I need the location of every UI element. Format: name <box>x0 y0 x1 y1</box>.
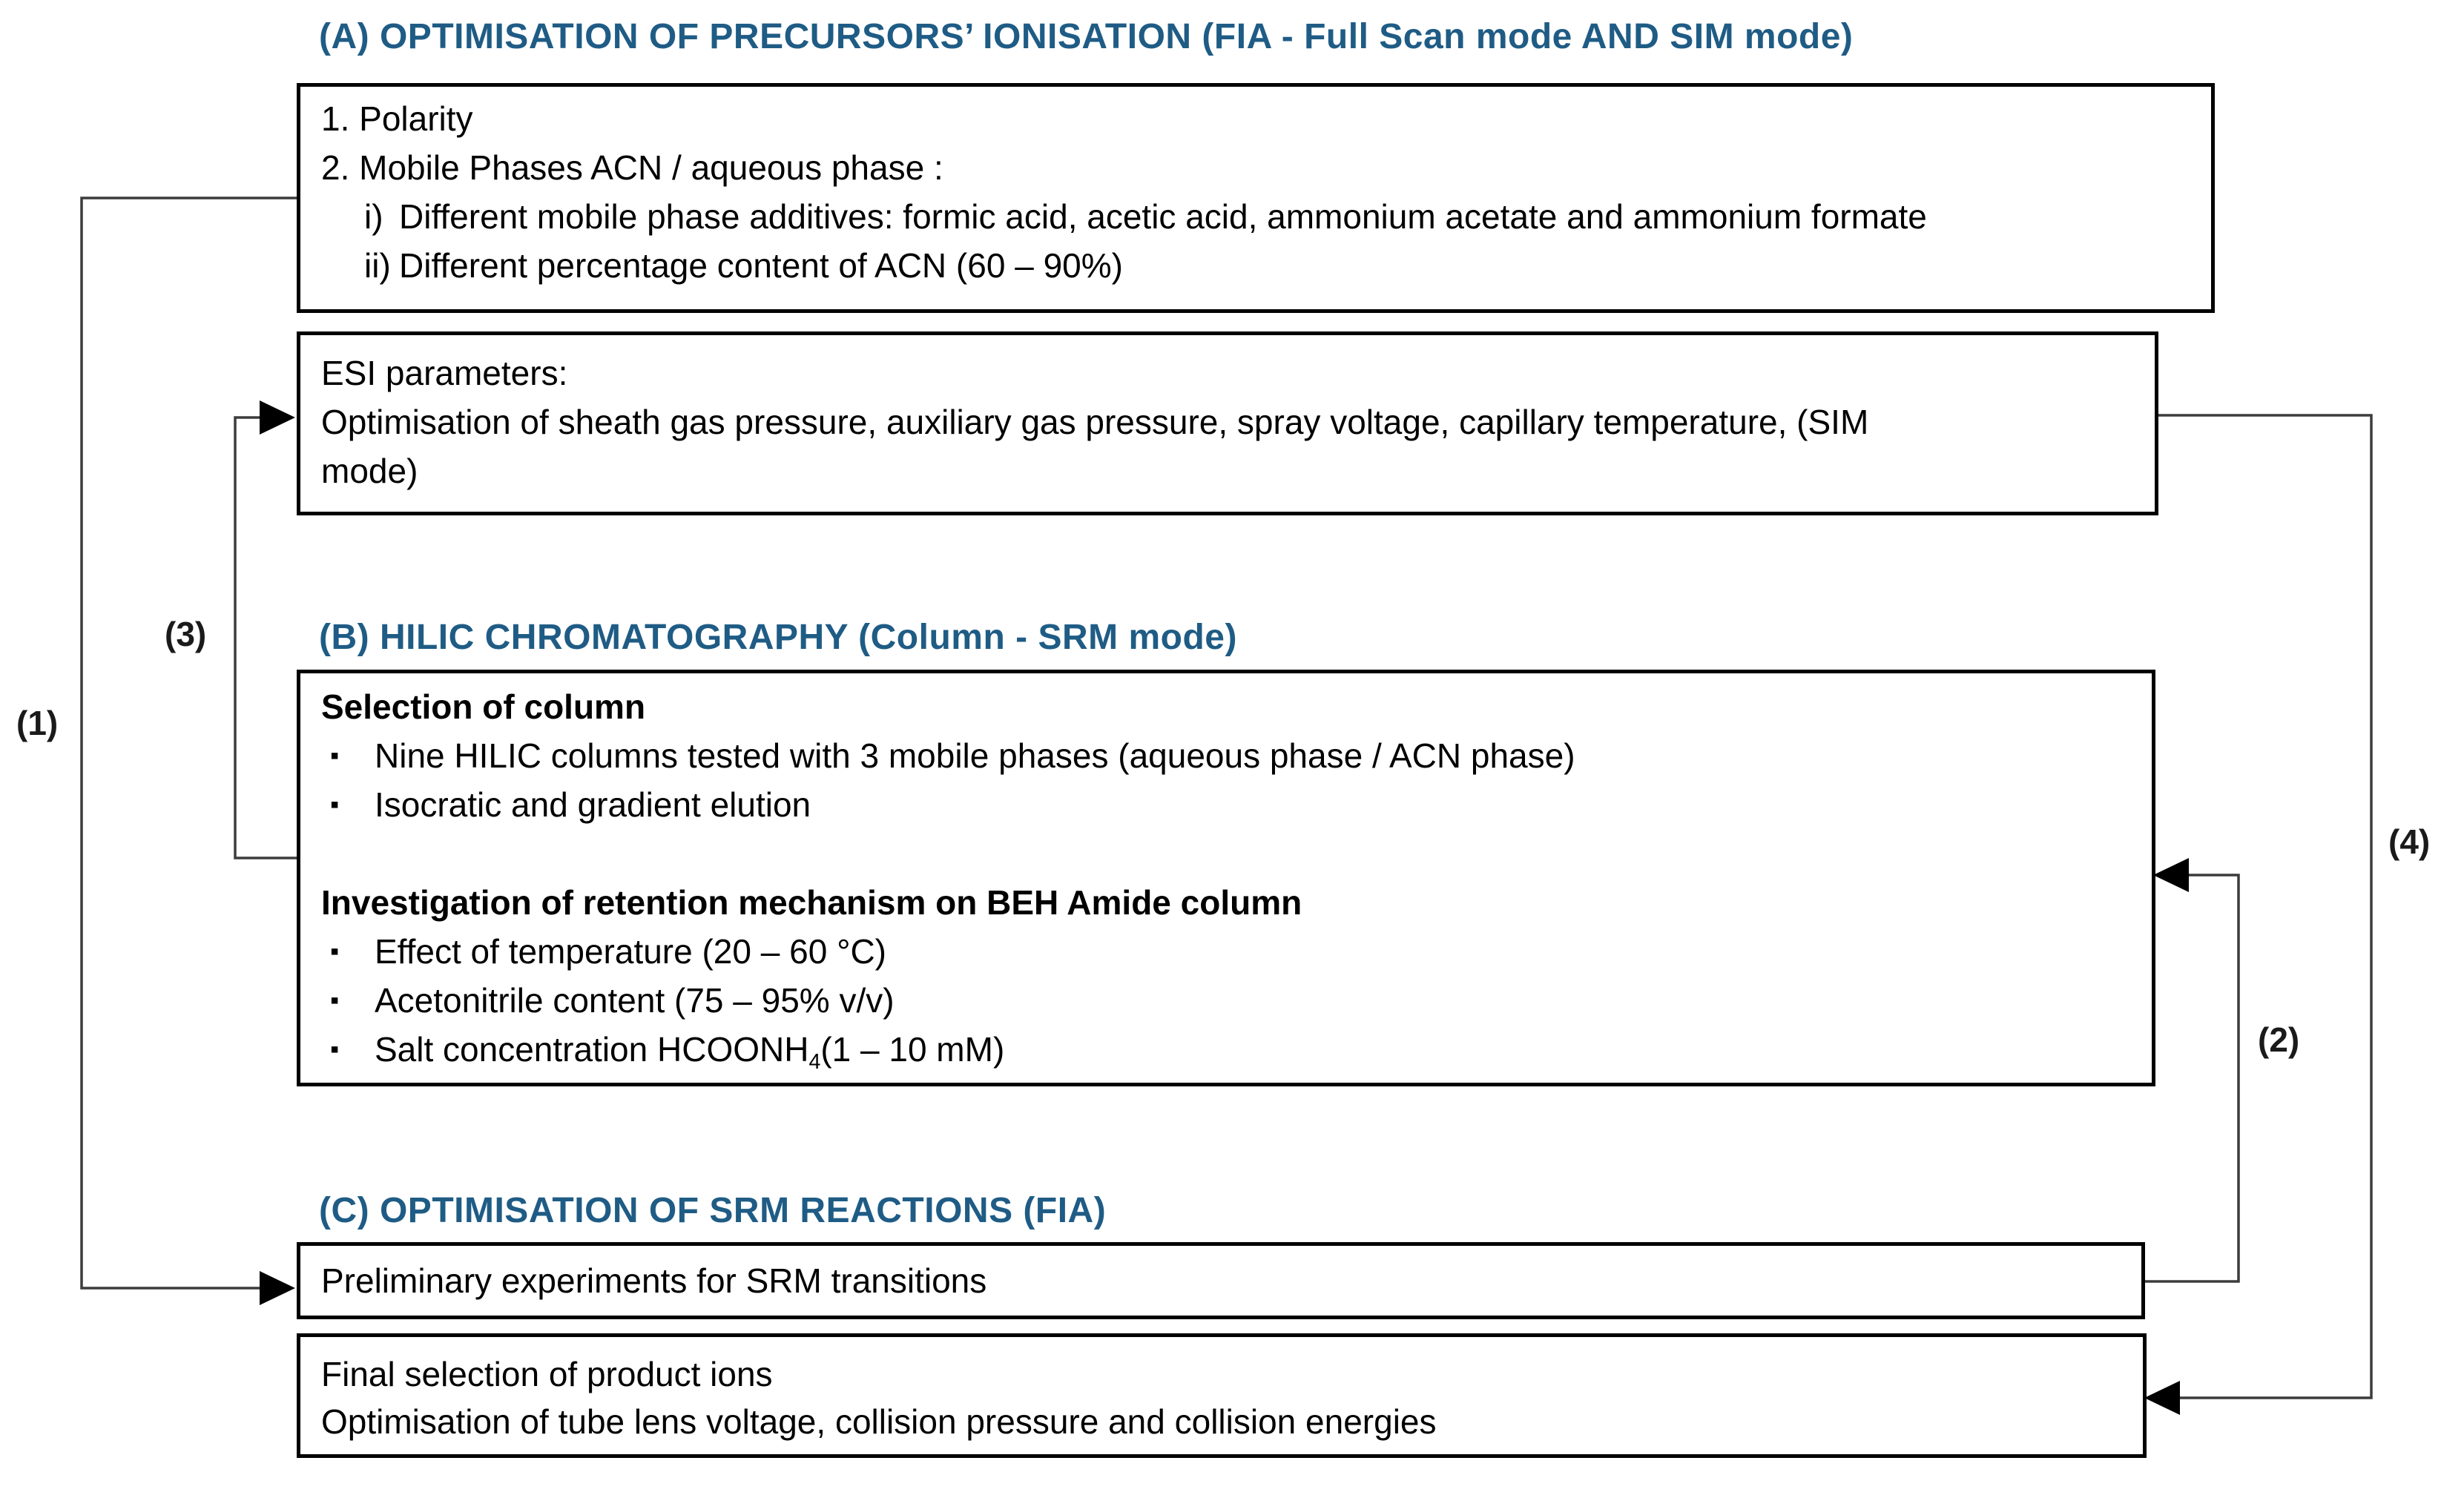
arrow-2-head <box>2153 858 2189 892</box>
box-esi-parameters <box>297 331 2158 515</box>
arrow-4-label: (4) <box>2388 822 2431 861</box>
box-c1-line-1: Preliminary experiments for SRM transitions <box>321 1261 987 1300</box>
arrow-4-head <box>2144 1381 2180 1415</box>
box-precursor-ionisation <box>297 83 2215 313</box>
box-b-heading-2: Investigation of retention mechanism on BEH Amide column <box>321 883 1302 922</box>
box-a-subitem-ii <box>321 241 2190 290</box>
square-bullet-icon: ▪ <box>330 986 340 1014</box>
box-b-bullet-list-1 <box>321 731 2131 829</box>
esi-line-1: ESI parameters: <box>321 354 568 392</box>
arrow-3-line <box>235 418 297 858</box>
box-c2-line-2: Optimisation of tube lens voltage, collision pressure and collision energies <box>321 1402 1437 1441</box>
arrow-2-label: (2) <box>2258 1020 2300 1059</box>
box-b-heading-1: Selection of column <box>321 687 646 726</box>
box-c2-line-1: Final selection of product ions <box>321 1355 773 1393</box>
list-item <box>321 927 2131 976</box>
square-bullet-icon: ▪ <box>330 1035 340 1063</box>
esi-line-3: mode) <box>321 452 418 490</box>
bullet-text: Effect of temperature (20 – 60 °C) <box>375 932 886 971</box>
subitem-ii-text: Different percentage content of ACN (60 – 90%) <box>399 246 1123 285</box>
box-final-selection <box>297 1333 2147 1458</box>
bullet-text: Isocratic and gradient elution <box>375 785 811 824</box>
blank-line <box>321 829 2131 878</box>
square-bullet-icon: ▪ <box>330 742 340 770</box>
square-bullet-icon: ▪ <box>330 937 340 966</box>
arrow-3-head <box>260 400 295 435</box>
arrow-4-line <box>2157 415 2371 1398</box>
subitem-ii-marker: ii) <box>364 246 391 285</box>
esi-line-2: Optimisation of sheath gas pressure, auxiliary gas pressure, spray voltage, capillary temperature, (SIM <box>321 403 1869 441</box>
list-item <box>321 780 2131 829</box>
box-a-line-2: 2. Mobile Phases ACN / aqueous phase : <box>321 148 943 187</box>
bullet-text: Salt concentration $HCOONH_4(1 - 10$ mM) <box>375 1030 1005 1075</box>
bullet-text: Acetonitrile content (75 – 95% v/v) <box>375 981 895 1020</box>
box-a-line-1: 1. Polarity <box>321 99 473 138</box>
box-b-bullet-list-2 <box>321 927 2131 1074</box>
square-bullet-icon: ▪ <box>330 791 340 819</box>
section-b-title: (B) HILIC CHROMATOGRAPHY (Column - SRM mode) <box>319 618 1237 657</box>
subitem-i-marker: i) <box>364 197 383 236</box>
box-preliminary-srm <box>297 1242 2145 1319</box>
box-hilic-chromatography <box>297 670 2155 1086</box>
section-c-title: (C) OPTIMISATION OF SRM REACTIONS (FIA) <box>319 1191 1107 1230</box>
arrow-1-label: (1) <box>16 704 59 742</box>
box-a-subitem-i <box>321 192 2190 241</box>
arrow-2-line <box>2144 875 2239 1281</box>
list-item <box>321 976 2131 1025</box>
bullet-text: Nine HILIC columns tested with 3 mobile phases (aqueous phase / ACN phase) <box>375 736 1575 775</box>
arrow-3-label: (3) <box>165 615 207 653</box>
arrow-1-line <box>82 198 297 1288</box>
list-item <box>321 731 2131 780</box>
subitem-i-text: Different mobile phase additives: formic acid, acetic acid, ammonium acetate and ammonium formate <box>399 197 1927 236</box>
section-a-title: (A) OPTIMISATION OF PRECURSORS’ IONISATION (FIA - Full Scan mode AND SIM mode) <box>319 17 1854 56</box>
arrow-1-head <box>260 1271 295 1305</box>
list-item <box>321 1025 2131 1074</box>
